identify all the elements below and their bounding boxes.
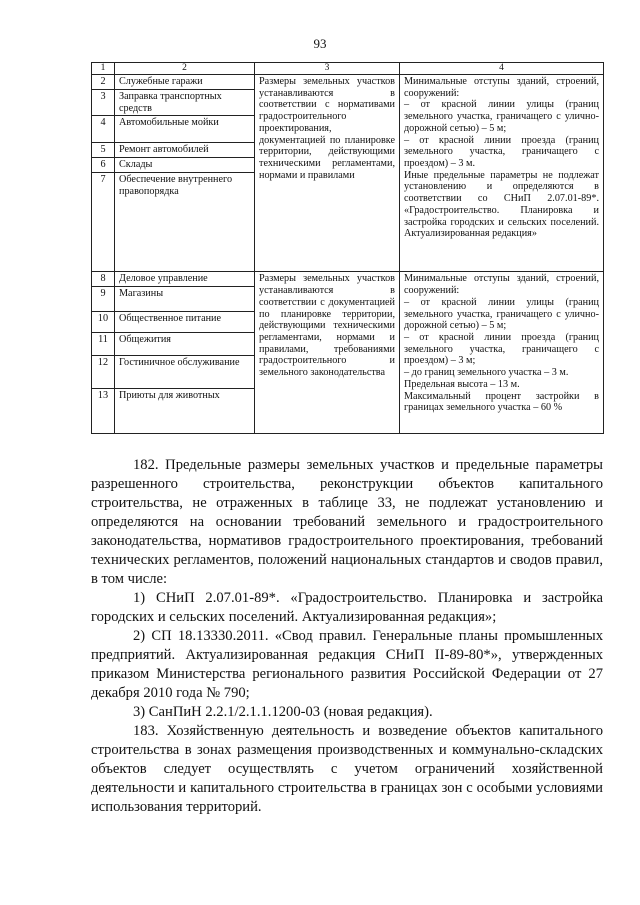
requirement-line: Минимальные отступы зданий, строений, сооружений: [404, 273, 599, 297]
column-number-4: 4 [400, 63, 604, 75]
row-number: 6 [92, 158, 115, 173]
building-parameters-cell [400, 74, 604, 271]
requirement-line: – от красной линии улицы (границ земельного участка, граничащего с улично-дорожной сетью) – 5 м; [404, 99, 599, 134]
requirement-line: – от красной линии улицы (границ земельного участка, граничащего с улично-дорожной сетью) – 5 м; [404, 296, 599, 332]
requirement-line: – до границ земельного участка – 3 м. [404, 367, 569, 379]
land-use-type: Ремонт автомобилей [115, 143, 255, 158]
plot-size-cell: Размеры земельных участков устанавливаются в соответствии с нормативами градостроительного проектирования, документацией по планировке территории, действующими техническими регламентами, нормами и правилами [255, 74, 400, 271]
requirement-line: Иные предельные параметры не подлежат установлению и определяются в соответствии со СНиП 2.07.01-89*. «Градостроительство. Планировка и застройка городских и сельских поселений. Актуализированная редакция» [404, 169, 599, 240]
land-parameters-table [91, 62, 604, 434]
requirement-line: Минимальные отступы зданий, строений, сооружений: [404, 75, 599, 99]
page-number: 93 [313, 36, 327, 51]
row-number: 13 [92, 389, 115, 434]
land-use-type: Склады [115, 158, 255, 173]
paragraph-182: 182. Предельные размеры земельных участков и предельные параметры разрешенного строительства, реконструкции объектов капитального строительства, не отраженных в таблице 33, не подлежат установлению и определяются на основании требований земельного и градостроительного законодательства, нормативов градостроительного проектирования, требований технических регламентов, положений национальных стандартов и сводов правил, в том числе: [91, 457, 603, 587]
list-item-3: 3) СанПиН 2.2.1/2.1.1.1200-03 (новая редакция). [133, 704, 433, 720]
land-use-type: Приюты для животных [115, 389, 255, 434]
table-row [92, 272, 604, 287]
land-use-type: Общественное питание [115, 312, 255, 333]
land-use-type: Деловое управление [115, 272, 255, 287]
row-number: 3 [92, 89, 115, 115]
land-use-type: Автомобильные мойки [115, 116, 255, 143]
table-row [92, 74, 604, 89]
row-number: 9 [92, 287, 115, 312]
requirement-line: – от красной линии проезда (границ земельного участка, граничащего с проездом) – 3 м; [404, 331, 599, 367]
paragraph-183: 183. Хозяйственную деятельность и возведение объектов капитального строительства в зонах размещения производственных и коммунально-складских объектов следует осуществлять с учетом ограничений хозяйственной деятельности и капитального строительства в границах зон с особыми условиями использования территорий. [91, 723, 603, 815]
table-header-row [92, 63, 604, 75]
requirement-line: Максимальный процент застройки в границах земельного участка – 60 % [404, 390, 599, 414]
land-use-type: Обеспечение внутреннего правопорядка [115, 173, 255, 272]
land-use-type: Служебные гаражи [115, 74, 255, 89]
land-use-type: Гостиничное обслуживание [115, 356, 255, 389]
requirement-line: – от красной линии проезда (границ земельного участка, граничащего с проездом) – 3 м. [404, 134, 599, 169]
list-item-1: 1) СНиП 2.07.01-89*. «Градостроительство. Планировка и застройка городских и сельских поселений. Актуализированная редакция»; [91, 590, 603, 625]
body-text [91, 456, 603, 817]
column-number-2: 2 [115, 63, 255, 75]
requirement-line: Предельная высота – 13 м. [404, 378, 520, 390]
row-number: 12 [92, 356, 115, 389]
row-number: 10 [92, 312, 115, 333]
land-use-type: Заправка транспортных средств [115, 89, 255, 115]
row-number: 5 [92, 143, 115, 158]
land-use-type: Магазины [115, 287, 255, 312]
land-use-type: Общежития [115, 333, 255, 356]
row-number: 7 [92, 173, 115, 272]
row-number: 8 [92, 272, 115, 287]
building-parameters-cell [400, 272, 604, 434]
list-item-2: 2) СП 18.13330.2011. «Свод правил. Генеральные планы промышленных предприятий. Актуализированная редакция СНиП II-89-80*», утвержденных приказом Министерства регионального развития Российской Федерации от 27 декабря 2010 года № 790; [91, 628, 603, 701]
row-number: 4 [92, 116, 115, 143]
plot-size-cell: Размеры земельных участков устанавливаются в соответствии с документацией по планировке территории, действующими техническими регламентами, нормами и правилами, требованиями градостроительного и земельного законодательства [255, 272, 400, 434]
column-number-3: 3 [255, 63, 400, 75]
column-number-1: 1 [92, 63, 115, 75]
row-number: 11 [92, 333, 115, 356]
row-number: 2 [92, 74, 115, 89]
